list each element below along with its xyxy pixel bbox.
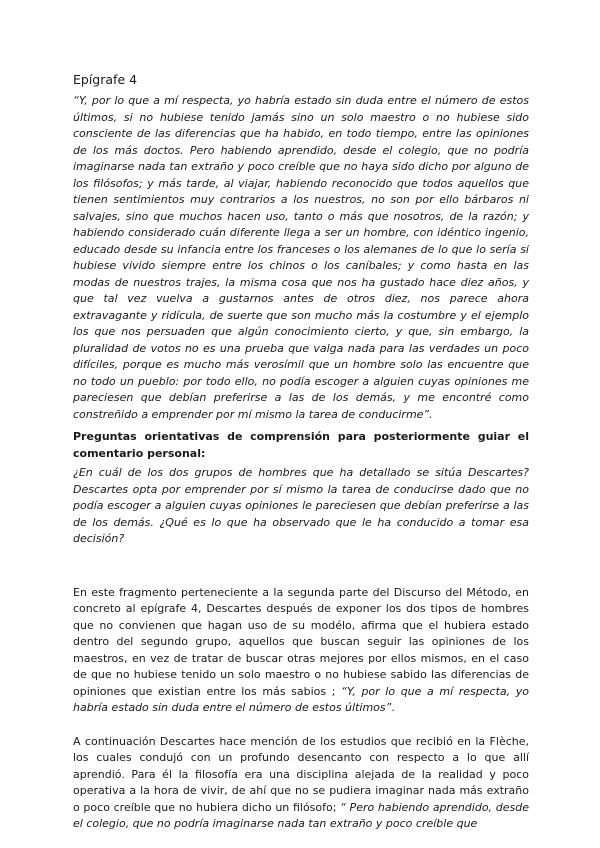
paragraph-1-quote: “Y, por lo que a mí respecta, yo habría estado sin duda entre el número de estos últimos” bbox=[73, 684, 529, 714]
document-content bbox=[73, 72, 529, 833]
guiding-questions: ¿En cuál de los dos grupos de hombres que ha detallado se sitúa Descartes? Descartes opta por emprender por sí mismo la tarea de conducirse dado que no podía escoger a alguien cuyas opiniones le pareciesen que debían preferirse a las de los demás. ¿Qué es lo que ha observado que le ha conducido a tomar esa decisión? bbox=[73, 466, 529, 545]
commentary-paragraph-1 bbox=[73, 585, 529, 717]
paragraph-1-end: . bbox=[391, 701, 395, 714]
paragraph-1-text: En este fragmento perteneciente a la segunda parte del Discurso del Método, en concreto al epígrafe 4, Descartes después de exponer los dos tipos de hombres que no convienen que hagan uso de su modélo, afirma que el hubiera estado dentro del segundo grupo, aquellos que buscan seguir las opiniones de los maestros, en vez de tratar de buscar otras mejores por ellos mismos, en el caso de que no hubiese tenido un solo maestro o no hubiese sabido las diferencias de opiniones que existian entre los más sabios ; bbox=[73, 585, 529, 698]
paragraph-2-quote: “ Pero habiendo aprendido, desde el colegio, que no podría imaginarse nada tan extraño y poco creíble que bbox=[73, 800, 529, 830]
commentary-paragraph-2 bbox=[73, 734, 529, 833]
questions-title: Preguntas orientativas de comprensión para posteriormente guiar el comentario personal: bbox=[73, 430, 529, 460]
paragraph-2-text: A continuación Descartes hace mención de los estudios que recibió en la Flèche, los cuales condujó con un profundo desencanto con respecto a lo que allí aprendió. Para él la filosofía era una disciplina alejada de la realidad y poco operativa a la hora de vivir, de ahí que no se pudiera imaginar nada más extraño o poco creíble que no hubiera dicho un filósofo; bbox=[73, 734, 529, 814]
section-heading: Epígrafe 4 bbox=[73, 72, 138, 87]
epigraph-quote: “Y, por lo que a mí respecta, yo habría estado sin duda entre el número de estos últimos, si no hubiese tenido jamás sino un solo maestro o no hubiese sido consciente de las diferencias que ha habido, en todo tiempo, entre las opiniones de los más doctos. Pero habiendo aprendido, desde el colegio, que no podría imaginarse nada tan extraño y poco creíble que no haya sido dicho por alguno de los filósofos; y más tarde, al viajar, habiendo reconocido que todos aquellos que tienen sentimientos muy contrarios a los nuestros, no son por ello bárbaros ni salvajes, sino que muchos hacen uso, tanto o más que nosotros, de la razón; y habiendo considerado cuán diferente llega a ser un hombre, con idéntico ingenio, educado desde su infancia entre los franceses o los alemanes de lo que lo sería si hubiese vivido siempre entre los chinos o los caníbales; y como hasta en las modas de nuestros trajes, la misma cosa que nos ha gustado hace diez años, y que tal vez vuelva a gustarnos antes de otros diez, nos parece ahora extravagante y ridícula, de suerte que son mucho más la costumbre y el ejemplo los que nos persuaden que algún conocimiento cierto, y que, sin embargo, la pluralidad de votos no es una prueba que valga nada para las verdades un poco difíciles, porque es mucho más verosímil que un hombre solo las encuentre que no todo un pueblo: por todo ello, no podía escoger a alguien cuyas opiniones me pareciesen que debían preferirse a las de los demás, y me encontré como constreñido a emprender por mí mismo la tarea de conducirme”. bbox=[73, 94, 529, 421]
